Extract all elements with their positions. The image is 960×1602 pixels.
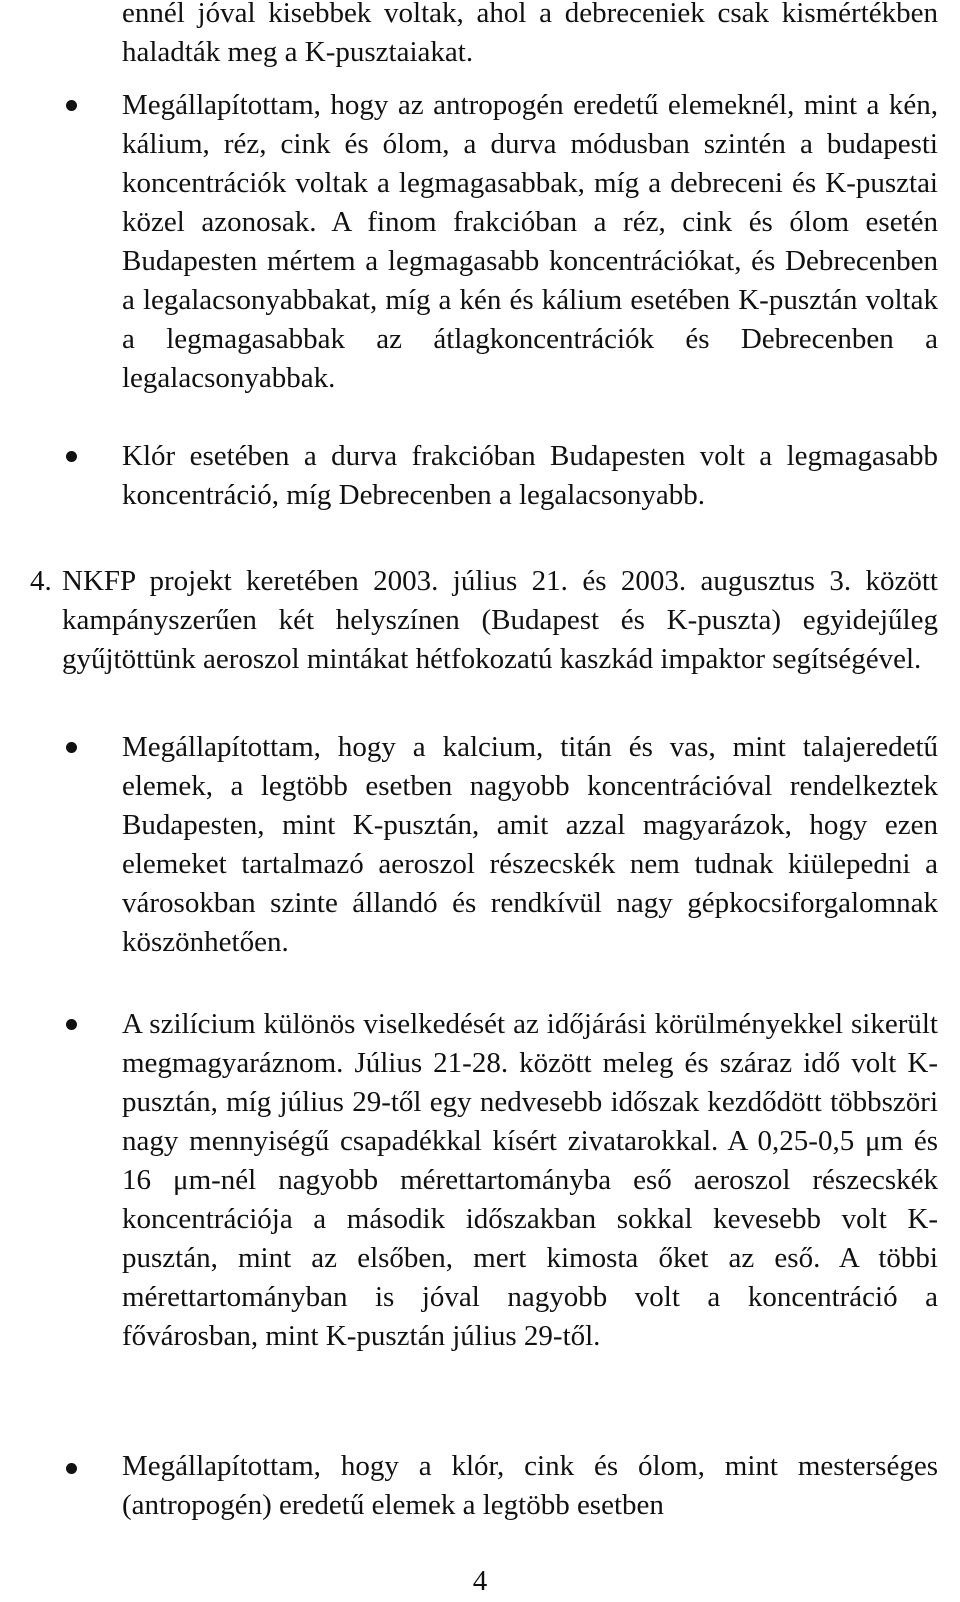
numbered-paragraph: NKFP projekt keretében 2003. július 21. és 2003. augusztus 3. között kampányszerűen két helyszínen (Budapest és K-puszta) egyidejűleg gyűjtöttünk aeroszol mintákat hétfokozatú kaszkád impaktor segítségével. [62,565,938,675]
bullet-marker [66,1463,77,1474]
bullet-marker [66,100,77,111]
bullet-marker [66,742,77,753]
page-number: 4 [472,1565,488,1597]
bullet-paragraph: A szilícium különös viselkedését az időjárási körülményekkel sikerült megmagyaráznom. Július 21-28. között meleg és száraz idő volt K-pusztán, míg július 29-től egy nedvesebb időszak kezdődött többszöri nagy mennyiségű csapadékkal kísért zivatarokkal. A 0,25-0,5 μm és 16 μm-nél nagyobb mérettartományba eső aeroszol részecskék koncentrációja a második időszakban sokkal kevesebb volt K-pusztán, mint az elsőben, mert kimosta őket az eső. A többi mérettartományban is jóval nagyobb volt a koncentráció a fővárosban, mint K-pusztán július 29-től. [122,1008,938,1352]
list-number: 4. [30,565,52,597]
bullet-paragraph: Klór esetében a durva frakcióban Budapesten volt a legmagasabb koncentráció, míg Debrecenben a legalacsonyabb. [122,440,938,511]
bullet-paragraph: Megállapítottam, hogy a kalcium, titán és vas, mint talajeredetű elemek, a legtöbb esetben nagyobb koncentrációval rendelkeztek Budapesten, mint K-pusztán, amit azzal magyarázok, hogy ezen elemeket tartalmazó aeroszol részecskék nem tudnak kiülepedni a városokban szinte állandó és rendkívül nagy gépkocsiforgalomnak köszönhetően. [122,731,938,958]
bullet-paragraph: Megállapítottam, hogy a klór, cink és ólom, mint mesterséges (antropogén) eredetű elemek a legtöbb esetben [122,1450,938,1521]
bullet-marker [66,451,77,462]
bullet-paragraph: Megállapítottam, hogy az antropogén eredetű elemeknél, mint a kén, kálium, réz, cink és ólom, a durva módusban szintén a budapesti koncentrációk voltak a legmagasabbak, míg a debreceni és K-pusztai közel azonosak. A finom frakcióban a réz, cink és ólom esetén Budapesten mértem a legmagasabb koncentrációkat, és Debrecenben a legalacsonyabbakat, míg a kén és kálium esetében K-pusztán voltak a legmagasabbak az átlagkoncentrációk és Debrecenben a legalacsonyabbak. [122,89,938,394]
paragraph-continuation: ennél jóval kisebbek voltak, ahol a debreceniek csak kismértékben haladták meg a K-pusztaiakat. [122,0,938,68]
bullet-marker [66,1019,77,1030]
